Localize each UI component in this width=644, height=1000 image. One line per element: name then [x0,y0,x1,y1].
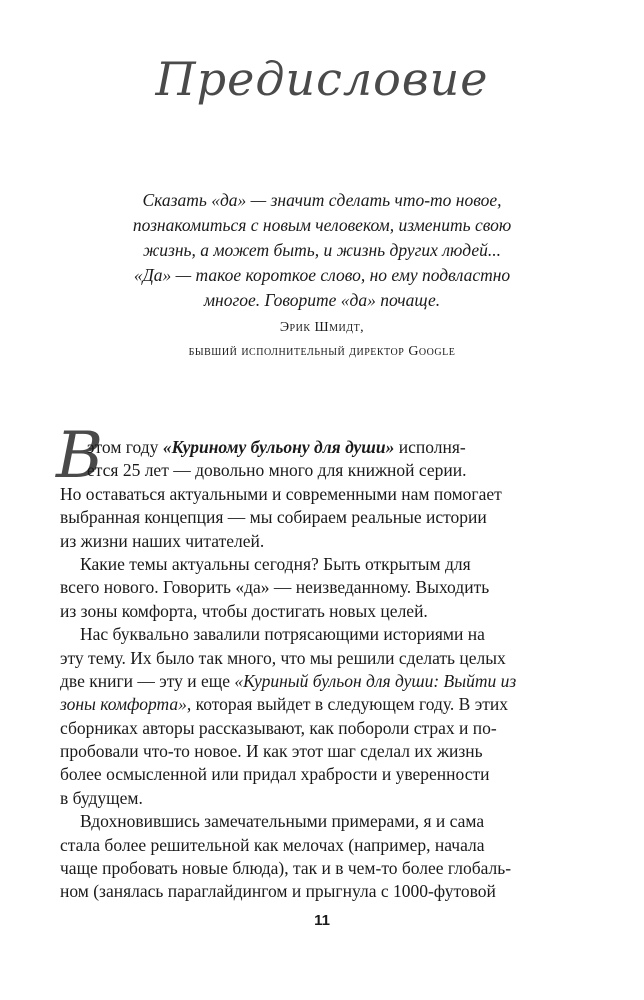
text-line: всего нового. Говорить «да» — неизведанному. Выходить [60,577,490,598]
text-line: более осмысленной или придал храбрости и уверенности [60,764,490,785]
book-title: «Куриному бульону для души» [162,437,395,457]
text-line: чаще пробовать новые блюда), так и в чем-то более глобаль- [60,858,512,879]
epigraph-author-title: бывший исполнительный директор Google [188,344,456,359]
text-line [60,693,557,716]
text-span: этом году [87,437,163,457]
drop-cap: В [56,419,104,493]
book-title: «Куриный бульон для души: Выйти из [234,670,517,691]
text-line: стала более решительной как мелочах (например, начала [60,834,485,855]
text-line [60,670,557,693]
epigraph-line: Сказать «да» — значит сделать что-то новое, [142,190,502,210]
text-span: , которая выйдет в следующем году. В этих [186,694,508,715]
epigraph-line: «Да» — такое короткое слово, но ему подвластно [133,265,511,285]
text-span: исполня- [394,437,466,457]
text-line: ном (занялась параглайдингом и прыгнула с 1000-футовой [60,881,496,902]
book-title: зоны комфорта» [60,694,187,715]
page-number: 11 [314,912,330,929]
text-line: из жизни наших читателей. [60,530,265,551]
text-line: пробовали что-то новое. И как этот шаг сделал их жизнь [60,741,483,762]
page-title: Предисловие [155,52,489,106]
text-line: выбранная концепция — мы собираем реальные истории [60,507,487,528]
text-line: из зоны комфорта, чтобы достигать новых целей. [60,600,428,621]
text-line [87,436,557,459]
text-line: эту тему. Их было так много, что мы решили сделать целых [60,647,506,668]
epigraph-line: познакомиться с новым человеком, изменить свою [132,215,512,235]
text-line: Вдохновившись замечательными примерами, я и сама [80,811,485,832]
text-line: Но оставаться актуальными и современными нам помогает [60,483,502,504]
epigraph [60,188,584,313]
text-line: Какие темы актуальны сегодня? Быть открытым для [80,553,471,574]
epigraph-attribution [60,316,584,364]
text-span: две книги — эту и еще [60,670,235,691]
epigraph-line: жизнь, а может быть, и жизнь других людей... [143,240,501,260]
text-line: в будущем. [60,787,143,808]
text-line: Нас буквально завалили потрясающими историями на [80,624,485,645]
epigraph-line: многое. Говорите «да» почаще. [203,290,441,310]
epigraph-author: Эрик Шмидт, [279,320,365,335]
text-line: сборниках авторы рассказывают, как побороли страх и по- [60,717,497,738]
text-line: ется 25 лет — довольно много для книжной серии. [87,460,467,481]
body-text [60,436,557,904]
